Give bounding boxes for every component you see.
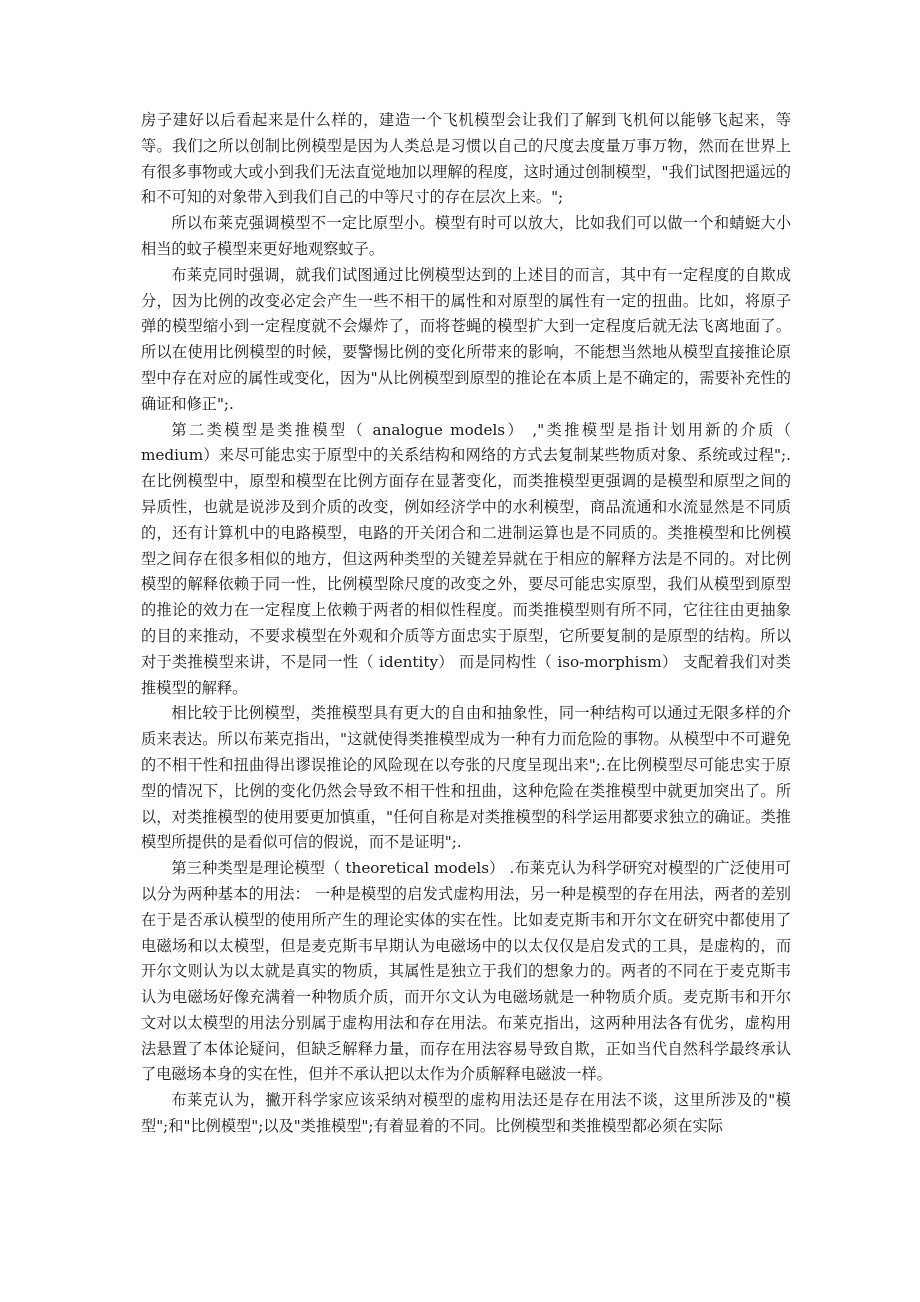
paragraph-1: 房子建好以后看起来是什么样的，建造一个飞机模型会让我们了解到飞机何以能够飞起来，等等。我们之所以创制比例模型是因为人类总是习惯以自己的尺度去度量万事万物，然而在世界上有很多事物或大或小到我们无法直觉地加以理解的程度，这时通过创制模型，"我们试图把遥远的和不可知的对象带入到我们自己的中等尺寸的存在层次上来。"; xyxy=(141,111,791,207)
paragraph-6: 第三种类型是理论模型（ theoretical models） .布莱克认为科学研究对模型的广泛使用可以分为两种基本的用法： 一种是模型的启发式虚构用法，另一种是模型的存在用法，两者的差别在于是否承认模型的使用所产生的理论实体的实在性。比如麦克斯韦和开尔文在研究中都使用了电磁场和以太模型，但是麦克斯韦早期认为电磁场中的以太仅仅是启发式的工具，是虚构的，而开尔文则认为以太就是真实的物质，其属性是独立于我们的想象力的。两者的不同在于麦克斯韦认为电磁场好像充满着一种物质介质，而开尔文认为电磁场就是一种物质介质。麦克斯韦和开尔文对以太模型的用法分别属于虚构用法和存在用法。布莱克指出，这两种用法各有优劣，虚构用法悬置了本体论疑问，但缺乏解释力量，而存在用法容易导致自欺，正如当代自然科学最终承认了电磁场本身的实在性，但并不承认把以太作为介质解释电磁波一样。 xyxy=(141,859,791,1084)
paragraph-2: 所以布莱克强调模型不一定比原型小。模型有时可以放大，比如我们可以做一个和蜻蜓大小相当的蚊子模型来更好地观察蚊子。 xyxy=(141,214,791,258)
paragraph-5: 相比较于比例模型，类推模型具有更大的自由和抽象性，同一种结构可以通过无限多样的介质来表达。所以布莱克指出，"这就使得类推模型成为一种有力而危险的事物。从模型中不可避免的不相干性和扭曲得出谬误推论的风险现在以夸张的尺度呈现出来";.在比例模型尽可能忠实于原型的情况下，比例的变化仍然会导致不相干性和扭曲，这种危险在类推模型中就更加突出了。所以，对类推模型的使用要更加慎重，"任何自称是对类推模型的科学运用都要求独立的确证。类推模型所提供的是看似可信的假说，而不是证明";. xyxy=(141,704,791,852)
paragraph-3: 布莱克同时强调，就我们试图通过比例模型达到的上述目的而言，其中有一定程度的自欺成分，因为比例的改变必定会产生一些不相干的属性和对原型的属性有一定的扭曲。比如，将原子弹的模型缩小到一定程度就不会爆炸了，而将苍蝇的模型扩大到一定程度后就无法飞离地面了。所以在使用比例模型的时候，要警惕比例的变化所带来的影响，不能想当然地从模型直接推论原型中存在对应的属性或变化，因为"从比例模型到原型的推论在本质上是不确定的，需要补充性的确证和修正";. xyxy=(141,265,791,413)
document-page xyxy=(141,108,791,1140)
paragraph-7: 布莱克认为，撇开科学家应该采纳对模型的虚构用法还是存在用法不谈，这里所涉及的"模型";和"比例模型";以及"类推模型";有着显着的不同。比例模型和类推模型都必须在实际 xyxy=(141,1091,791,1136)
paragraph-4: 第二类模型是类推模型（ analogue models） ,"类推模型是指计划用新的介质（ medium）来尽可能忠实于原型中的关系结构和网络的方式去复制某些物质对象、系统或过程";.在比例模型中，原型和模型在比例方面存在显著变化，而类推模型更强调的是模型和原型之间的异质性，也就是说涉及到介质的改变，例如经济学中的水利模型，商品流通和水流显然是不同质的，还有计算机中的电路模型，电路的开关闭合和二进制运算也是不同质的。类推模型和比例模型之间存在很多相似的地方，但这两种类型的关键差异就在于相应的解释方法是不同的。对比例模型的解释依赖于同一性，比例模型除尺度的改变之外，要尽可能忠实原型，我们从模型到原型的推论的效力在一定程度上依赖于两者的相似性程度。而类推模型则有所不同，它往往由更抽象的目的来推动，不要求模型在外观和介质等方面忠实于原型，它所要复制的是原型的结构。所以对于类推模型来讲，不是同一性（ identity） 而是同构性（ iso-morphism） 支配着我们对类推模型的解释。 xyxy=(141,420,791,697)
